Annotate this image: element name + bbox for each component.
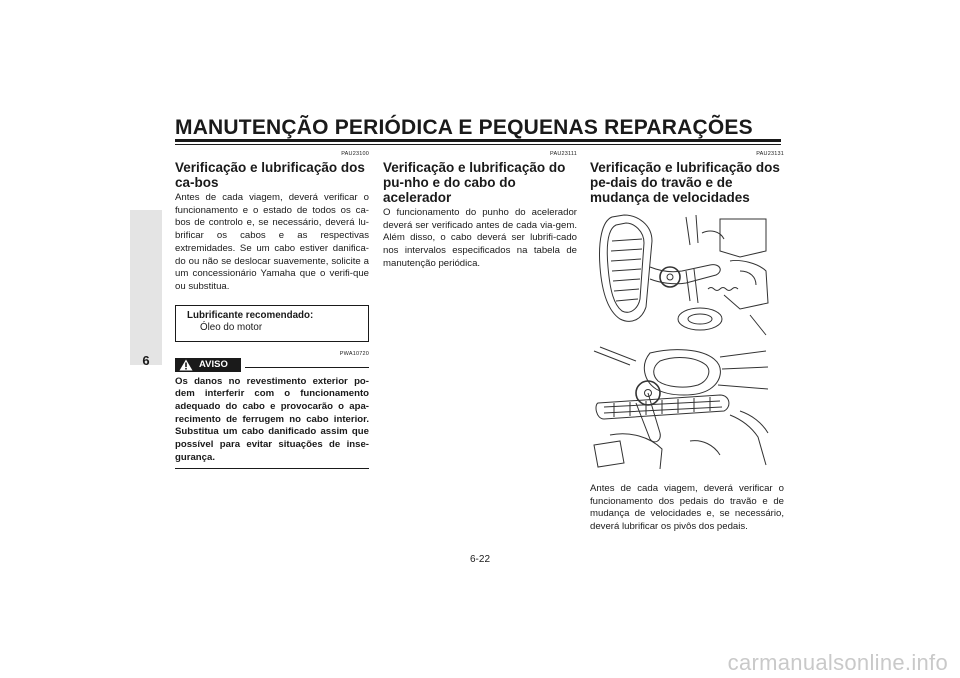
chapter-number: 6 — [142, 353, 150, 368]
brake-pedal-illustration — [590, 211, 772, 339]
warning-text: Os danos no revestimento exterior po-dem interferir com o funcionamento adequado do cabo e provocarão o apa-recimento de ferrugem no cabo interior. Substitua um cabo danificado assim que possível para evitar situações de inse-gurança. — [175, 375, 369, 463]
warning-label: AVISO — [199, 358, 228, 370]
lubricant-value: Óleo do motor — [200, 321, 263, 333]
shift-pedal-illustration — [590, 345, 772, 475]
section-body: O funcionamento do punho do acelerador deverá ser verificado antes de cada via-gem. Além disso, o cabo deverá ser lubrifi-cado nos intervalos especificados na tabela de manutenção periódica. — [383, 207, 577, 269]
warning-header — [175, 358, 369, 374]
section-heading: Verificação e lubrificação do pu-nho e do cabo do acelerador — [383, 160, 566, 205]
title-rule-thin — [175, 144, 781, 145]
column-cables — [175, 150, 369, 469]
chapter-tab — [130, 210, 162, 365]
watermark: carmanualsonline.info — [727, 650, 948, 675]
section-heading: Verificação e lubrificação dos ca-bos — [175, 160, 365, 190]
warning-code: PWA10720 — [339, 350, 369, 357]
section-code: PAU23100 — [341, 151, 369, 157]
section-code: PAU23131 — [756, 151, 784, 157]
lubricant-title: Lubrificante recomendado: — [187, 309, 314, 321]
warning-bottom-rule — [175, 468, 369, 469]
warning-triangle-icon — [179, 359, 193, 371]
section-code: PAU23111 — [550, 151, 577, 157]
title-rule — [175, 139, 781, 142]
page-number: 6-22 — [469, 554, 490, 565]
warning-rule — [245, 367, 369, 368]
section-heading: Verificação e lubrificação dos pe-dais do travão e de mudança de velocidades — [590, 160, 780, 205]
section-body: Antes de cada viagem, deverá verificar o funcionamento e o estado de todos os ca-bos de controlo e, se necessário, deverá lu-brificar os cabos e as respectivas extremidades. Se um cabo estiver danifica-do ou não se deslocar suavemente, solicite a um concessionário Yamaha que o verifi-que ou substitua. — [175, 192, 369, 292]
lubricant-box — [175, 305, 369, 342]
page-title: MANUTENÇÃO PERIÓDICA E PEQUENAS REPARAÇÕES — [175, 116, 753, 139]
column-pedals — [590, 150, 784, 534]
section-body: Antes de cada viagem, deverá verificar o funcionamento dos pedais do travão e de mudança de velocidades e, se necessário, deverá lubrificar os pivôs dos pedais. — [590, 483, 784, 533]
column-throttle — [383, 150, 577, 271]
warning-badge — [175, 358, 241, 372]
